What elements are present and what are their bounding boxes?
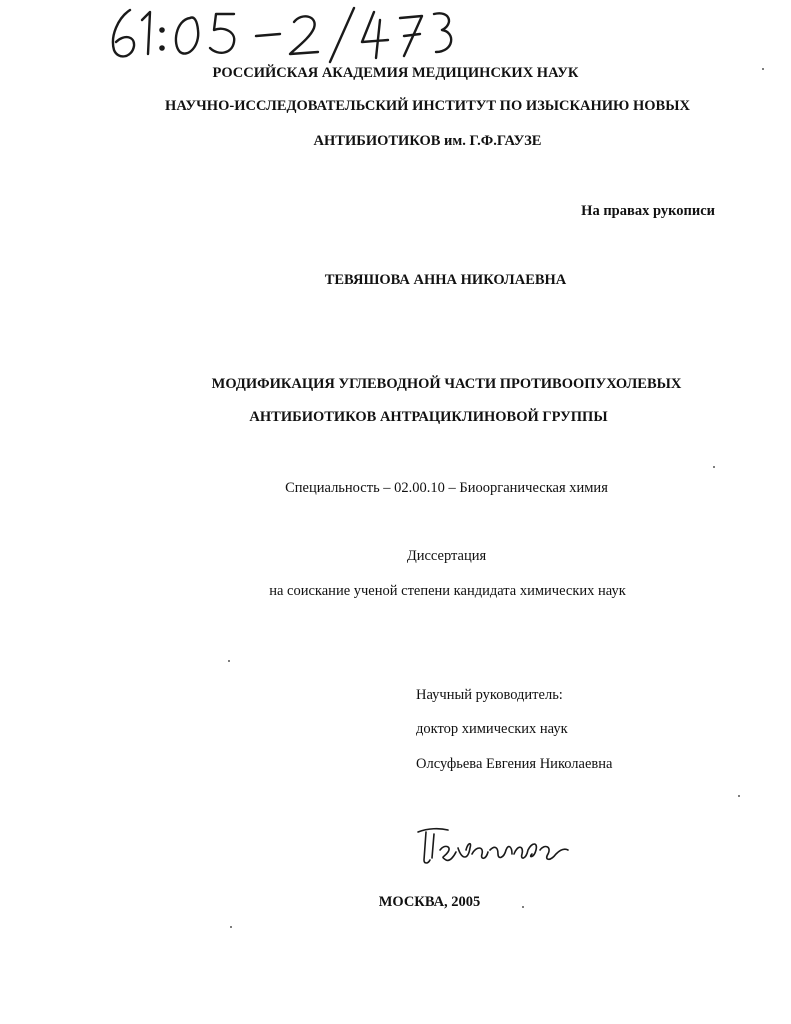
dissertation-label: Диссертация — [406, 548, 487, 564]
scan-speck — [522, 906, 524, 908]
institute-heading-line1: НАУЧНО-ИССЛЕДОВАТЕЛЬСКИЙ ИНСТИТУТ ПО ИЗЫСКАНИЮ НОВЫХ — [165, 98, 690, 114]
handwritten-archive-code — [104, 2, 464, 64]
manuscript-rights-note: На правах рукописи — [581, 203, 715, 219]
scan-speck — [713, 466, 715, 468]
supervisor-label: Научный руководитель: — [416, 687, 563, 703]
dissertation-title-line2: АНТИБИОТИКОВ АНТРАЦИКЛИНОВОЙ ГРУППЫ — [249, 409, 608, 425]
specialty-line: Специальность – 02.00.10 – Биоорганическая химия — [285, 480, 608, 496]
scan-speck — [228, 660, 230, 662]
scan-speck — [738, 795, 740, 797]
author-signature — [414, 820, 574, 872]
supervisor-title: доктор химических наук — [416, 721, 568, 737]
academy-heading: РОССИЙСКАЯ АКАДЕМИЯ МЕДИЦИНСКИХ НАУК — [212, 65, 579, 81]
scan-speck — [762, 68, 764, 70]
institute-heading-line2: АНТИБИОТИКОВ им. Г.Ф.ГАУЗЕ — [313, 133, 542, 149]
supervisor-name: Олсуфьева Евгения Николаевна — [416, 756, 613, 772]
scan-speck — [230, 926, 232, 928]
dissertation-title-line1: МОДИФИКАЦИЯ УГЛЕВОДНОЙ ЧАСТИ ПРОТИВООПУХОЛЕВЫХ — [211, 376, 682, 392]
author-name: ТЕВЯШОВА АННА НИКОЛАЕВНА — [324, 272, 567, 288]
degree-line: на соискание ученой степени кандидата химических наук — [269, 583, 626, 599]
city-year: МОСКВА, 2005 — [378, 894, 481, 910]
